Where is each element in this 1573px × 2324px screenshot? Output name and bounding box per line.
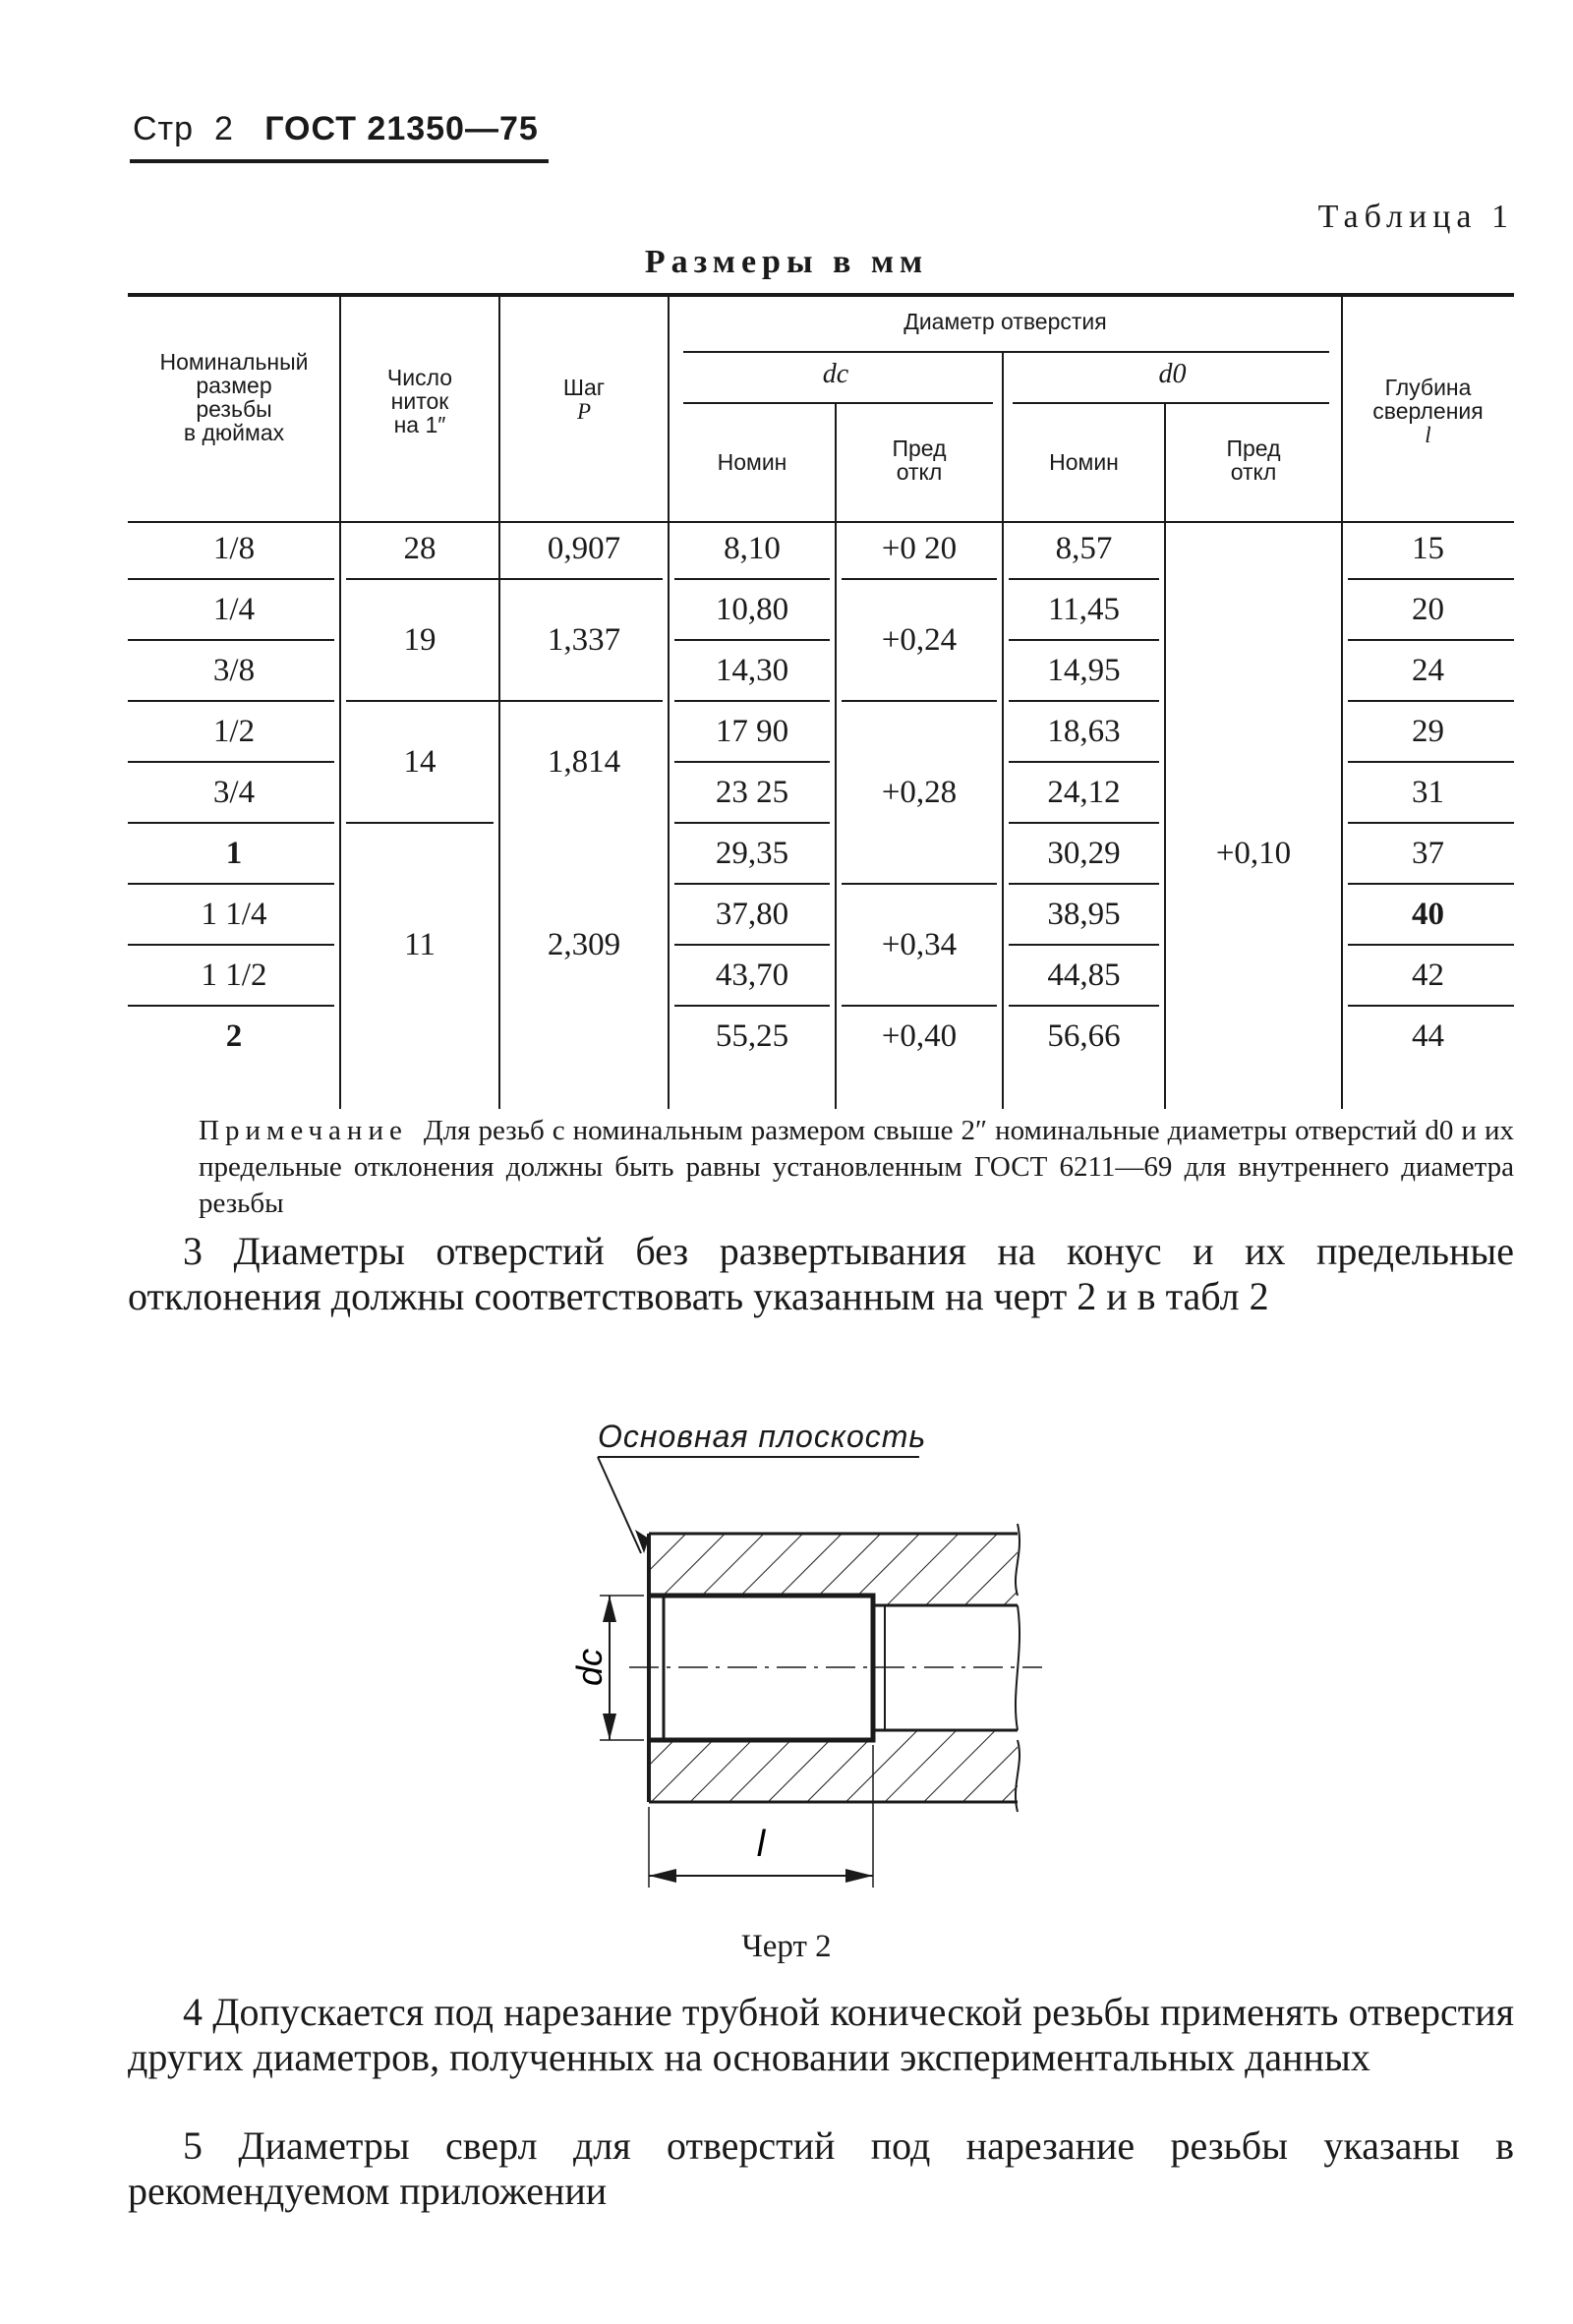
cell-dc-deviation: +0,34	[881, 927, 958, 962]
figure-caption: Черт 2	[741, 1929, 832, 1964]
cell-size: 1/4	[212, 592, 256, 627]
page-header	[133, 110, 539, 148]
cell-depth: 40	[1412, 897, 1444, 932]
cell-size: 3/8	[212, 653, 256, 688]
units-caption: Размеры в мм	[644, 244, 929, 280]
cell-size: 1/8	[212, 531, 256, 566]
cell-pitch: 0,907	[547, 531, 621, 566]
cell-d0-nominal: 11,45	[1047, 592, 1121, 627]
header-d0-nominal: Номин	[1049, 449, 1119, 475]
cell-depth: 24	[1412, 653, 1444, 688]
cell-size: 1/2	[212, 714, 256, 749]
hatched-step-bottom	[881, 1730, 1018, 1740]
cell-dc-deviation: +0 20	[881, 531, 958, 566]
cell-dc-nominal: 55,25	[715, 1018, 789, 1054]
dim-l-label: l	[756, 1824, 766, 1865]
cell-dc-nominal: 8,10	[724, 531, 781, 566]
cell-threads: 28	[403, 531, 437, 566]
cell-d0-nominal: 44,85	[1047, 958, 1121, 993]
base-plane-label: Основная плоскость	[598, 1419, 927, 1454]
cell-threads: 14	[403, 744, 437, 780]
note-label: Примечание	[199, 1115, 408, 1146]
page-prefix: Стр	[133, 110, 195, 147]
standard-code: ГОСТ 21350—75	[264, 110, 539, 147]
header-rule	[130, 159, 549, 163]
cell-threads: 11	[404, 927, 436, 962]
header-dc: dс	[822, 359, 849, 389]
cell-depth: 37	[1412, 836, 1444, 871]
cell-dc-nominal: 17 90	[715, 714, 789, 749]
cell-size: 1 1/2	[201, 958, 267, 993]
table-note	[199, 1113, 1514, 1222]
cell-pitch: 2,309	[547, 927, 621, 962]
cell-d0-nominal: 30,29	[1047, 836, 1121, 871]
cell-d0-nominal: 8,57	[1055, 531, 1113, 566]
hatched-step-top	[881, 1596, 1018, 1605]
cell-depth: 29	[1412, 714, 1444, 749]
cell-dc-nominal: 29,35	[715, 836, 789, 871]
header-pitch: Шаг P	[562, 375, 606, 424]
cell-size: 3/4	[212, 775, 256, 810]
cell-dc-deviation: +0,24	[881, 622, 958, 658]
cell-size: 2	[225, 1018, 243, 1054]
hatched-wall-top	[649, 1534, 1018, 1596]
note-text: Для резьб с номинальным размером свыше 2″ номинальные диаметры отверстий d0 и их предельные отклонения должны быть равны установленным ГОСТ 6211—69 для внутреннего диаметра резьбы	[199, 1115, 1515, 1219]
hatched-wall-bottom	[649, 1740, 1018, 1802]
header-d0-deviation: Пред откл	[1226, 436, 1281, 485]
cell-pitch: 1,814	[547, 744, 621, 780]
header-dc-nominal: Номин	[717, 449, 787, 475]
cell-d0-nominal: 56,66	[1047, 1018, 1121, 1054]
cell-size: 1 1/4	[201, 897, 267, 932]
cell-dc-nominal: 37,80	[715, 897, 789, 932]
cell-d0-nominal: 24,12	[1047, 775, 1121, 810]
cell-dc-nominal: 43,70	[715, 958, 789, 993]
header-nominal-size: Номинальный размер резьбы в дюймах	[159, 349, 309, 445]
cell-depth: 42	[1412, 958, 1444, 993]
cell-d0-nominal: 38,95	[1047, 897, 1121, 932]
cell-d0-deviation: +0,10	[1215, 836, 1292, 871]
cell-dc-nominal: 14,30	[715, 653, 789, 688]
cell-depth: 44	[1412, 1018, 1444, 1054]
table-caption: Таблица 1	[1317, 199, 1514, 235]
cell-depth: 31	[1412, 775, 1444, 810]
header-threads: Число ниток на 1″	[386, 365, 453, 437]
dimensions-table	[128, 293, 1514, 1111]
page-number: 2	[213, 110, 234, 147]
cell-threads: 19	[403, 622, 437, 658]
cell-d0-nominal: 18,63	[1047, 714, 1121, 749]
header-depth: Глубина сверления l	[1372, 375, 1484, 447]
header-d0: d0	[1158, 359, 1187, 389]
dim-dc-label: dc	[569, 1648, 610, 1687]
cell-dc-deviation: +0,40	[881, 1018, 958, 1054]
cell-dc-nominal: 23 25	[715, 775, 789, 810]
header-diameter-group: Диаметр отверстия	[903, 309, 1107, 334]
cell-dc-nominal: 10,80	[715, 592, 789, 627]
cell-d0-nominal: 14,95	[1047, 653, 1121, 688]
cell-depth: 20	[1412, 592, 1444, 627]
paragraph-3: 3 Диаметры отверстий без развертывания на конус и их предельные отклонения должны соответствовать указанным на черт 2 и в табл 2	[128, 1229, 1514, 1318]
cell-depth: 15	[1412, 531, 1444, 566]
paragraph-4: 4 Допускается под нарезание трубной конической резьбы применять отверстия других диаметров, полученных на основании экспериментальных данных	[128, 1990, 1514, 2079]
cell-size: 1	[225, 836, 243, 871]
cell-dc-deviation: +0,28	[881, 775, 958, 810]
header-dc-deviation: Пред откл	[892, 436, 947, 485]
paragraph-5: 5 Диаметры сверл для отверстий под нарезание резьбы указаны в рекомендуемом приложении	[128, 2123, 1514, 2213]
cell-pitch: 1,337	[547, 622, 621, 658]
